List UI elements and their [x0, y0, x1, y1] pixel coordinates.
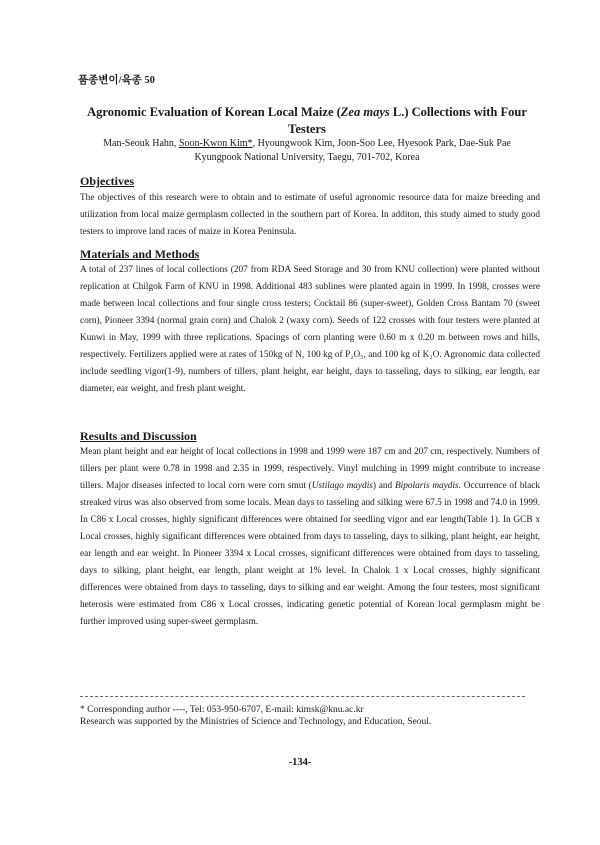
funding-footnote: Research was supported by the Ministries of Science and Technology, and Education, Seoul.	[80, 717, 432, 727]
materials-text: A total of 237 lines of local collections (207 from RDA Seed Storage and 30 from KNU collection) were planted without replication at Chilgok Farm of KNU in 1998. Additional 483 sublines were planted again in 1999. In 1998, crosses were made between local collections and four single cross testers; Cocktail 86 (super-sweet), Golden Cross Bantam 70 (sweet corn), Pioneer 3394 (normal grain corn) and Chalok 2 (waxy corn). Seeds of 122 crosses with four testers were planted at Kunwi in May, 1999 with three replications. Spacings of corn planting were 0.60 m x 0.20 m between rows and hills, respectively. Fertilizers applied were at rates of 150kg of N, 100 kg of P₂O₅, and 100 kg of K₂O. Agronomic data collected include seedling vigor(1-9), numbers of tillers, plant height, ear height, days to tasseling, days to silking, ear length, ear diameter, ear weight, and fresh plant weight.	[80, 265, 540, 394]
authors-lead: Man-Seouk Hahn,	[103, 138, 179, 149]
affiliation: Kyungpook National University, Taegu, 701-702, Korea	[194, 152, 420, 163]
pathogen-name: Ustilago maydis	[311, 481, 373, 491]
section-tag: 품종변이/육종 50	[78, 75, 155, 86]
title-species: Zea mays	[340, 105, 390, 119]
materials-heading: Materials and Methods	[80, 247, 200, 261]
pathogen-name: Bipolaris maydis	[394, 481, 459, 491]
corresponding-author: Soon-Kwon Kim*	[178, 138, 253, 149]
corresponding-footnote: * Corresponding author ----, Tel: 053-950-6707, E-mail: kimsk@knu.ac.kr	[80, 705, 364, 715]
objectives-text: The objectives of this research were to obtain and to estimate of useful agronomic resource data for maize breeding and utilization from local maize germplasm collected in the southern part of Korea. In additon, this study aimed to study good testers to improve land races of maize in Korea Peninsula.	[80, 193, 540, 237]
results-heading: Results and Discussion	[80, 429, 197, 443]
title-end: L.) Collections with Four Testers	[288, 105, 527, 136]
title-start: Agronomic Evaluation of Korean Local Maize (	[87, 105, 341, 119]
footnote-divider	[80, 696, 525, 697]
results-text	[80, 444, 540, 631]
author-list	[72, 137, 542, 151]
results-text-part: . Occurrence of black streaked virus was also observed from some locals. Mean days to tasseling and silking were 67.5 in 1998 and 74.0 in 1999. In C86 x Local crosses, highly significant differences were obtained for seedling vigor and ear length(Table 1). In GCB x Local crosses, highly significant differences were obtained from days to tasseling, days to silking, plant height, ear height, ear length and ear weight. In Pioneer 3394 x Local crosses, significant differences were obtained from days to tasseling, days to silking, plant height, ear length, plant weight at 1% level. In Chalok 1 x Local crosses, highly significant differences were obtained from days to tasseling, days to silking and ear weight. Among the four testers, most significant heterosis were estimated from C86 x Local crosses, indicating genetic potential of Korean local germplasm might be further improved using super-sweet germplasm.	[80, 481, 540, 627]
objectives-heading: Objectives	[80, 174, 134, 188]
results-text-part: ) and	[372, 481, 395, 491]
results-text-part: Mean plant height and ear height of local collections in 1998 and 1999 were 187 cm and 207 cm, respectively. Numbers of tillers per plant were 0.78 in 1998 and 2.35 in 1999, respectively. Vinyl mulching in 1999 might contribute to increase tillers. Major diseases infected to local corn were corn smut (	[80, 447, 540, 491]
page-number: -134-	[288, 757, 312, 768]
authors-rest: , Hyoungwook Kim, Joon-Soo Lee, Hyesook Park, Dae-Suk Pae	[252, 138, 511, 149]
author-block	[72, 137, 542, 165]
paper-title	[72, 104, 542, 138]
